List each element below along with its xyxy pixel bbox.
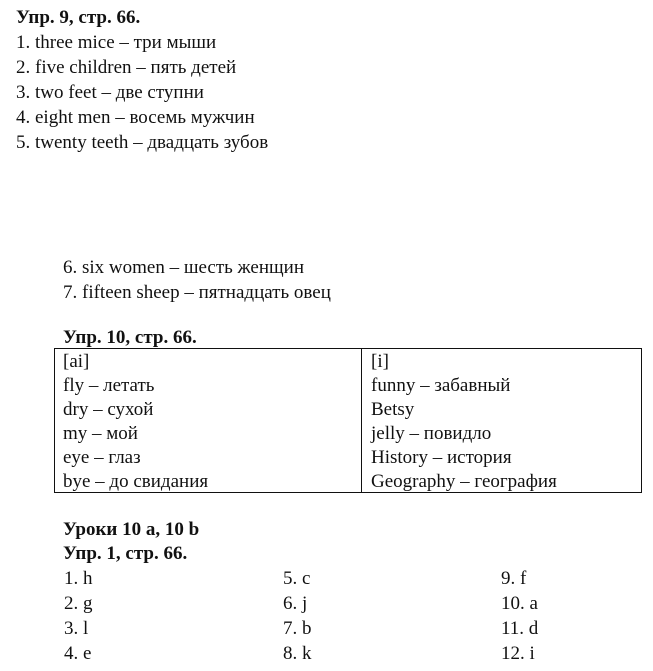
answer-item: 5. c [283, 568, 311, 589]
table-cell: History – история [371, 447, 512, 468]
exercise-9-item: 6. six women – шесть женщин [63, 257, 304, 278]
exercise-9-item: 1. three mice – три мыши [16, 32, 217, 53]
answer-item: 4. e [64, 643, 92, 664]
answer-item: 7. b [283, 618, 312, 639]
exercise-9-item: 4. eight men – восемь мужчин [16, 107, 255, 128]
exercise-9-item: 3. two feet – две ступни [16, 82, 204, 103]
answer-item: 10. a [501, 593, 538, 614]
exercise-9-continuation [63, 256, 331, 306]
answer-item: 11. d [501, 618, 539, 639]
exercise-9-item: 5. twenty teeth – двадцать зубов [16, 132, 269, 153]
answer-column [283, 566, 312, 666]
answer-item: 9. f [501, 568, 527, 589]
table-cell: my – мой [63, 423, 138, 444]
table-header-ai: [ai] [63, 351, 90, 372]
answer-item: 3. l [64, 618, 89, 639]
exercise-1-title: Упр. 1, стр. 66. [63, 543, 188, 564]
table-column-i [371, 350, 557, 494]
sounds-table [54, 348, 642, 493]
table-cell: dry – сухой [63, 399, 154, 420]
table-header-i: [i] [371, 351, 389, 372]
exercise-9-block [16, 6, 268, 156]
exercise-9-item: 2. five children – пять детей [16, 57, 237, 78]
exercise-10-title: Упр. 10, стр. 66. [63, 327, 197, 348]
answer-item: 1. h [64, 568, 93, 589]
answer-column [501, 566, 538, 666]
lessons-title: Уроки 10 a, 10 b [63, 519, 200, 540]
answer-item: 12. i [501, 643, 535, 664]
table-cell: eye – глаз [63, 447, 141, 468]
exercise-9-title: Упр. 9, стр. 66. [16, 7, 141, 28]
answer-item: 6. j [283, 593, 308, 614]
table-cell: Betsy [371, 399, 415, 420]
table-column-divider [361, 349, 362, 492]
answer-item: 8. k [283, 643, 312, 664]
table-column-ai [63, 350, 208, 494]
exercise-9-item: 7. fifteen sheep – пятнадцать овец [63, 282, 331, 303]
answer-column [64, 566, 93, 666]
answer-item: 2. g [64, 593, 93, 614]
table-cell: fly – летать [63, 375, 155, 396]
table-cell: funny – забавный [371, 375, 511, 396]
table-cell: bye – до свидания [63, 471, 209, 492]
table-cell: jelly – повидло [371, 423, 492, 444]
table-cell: Geography – география [371, 471, 557, 492]
